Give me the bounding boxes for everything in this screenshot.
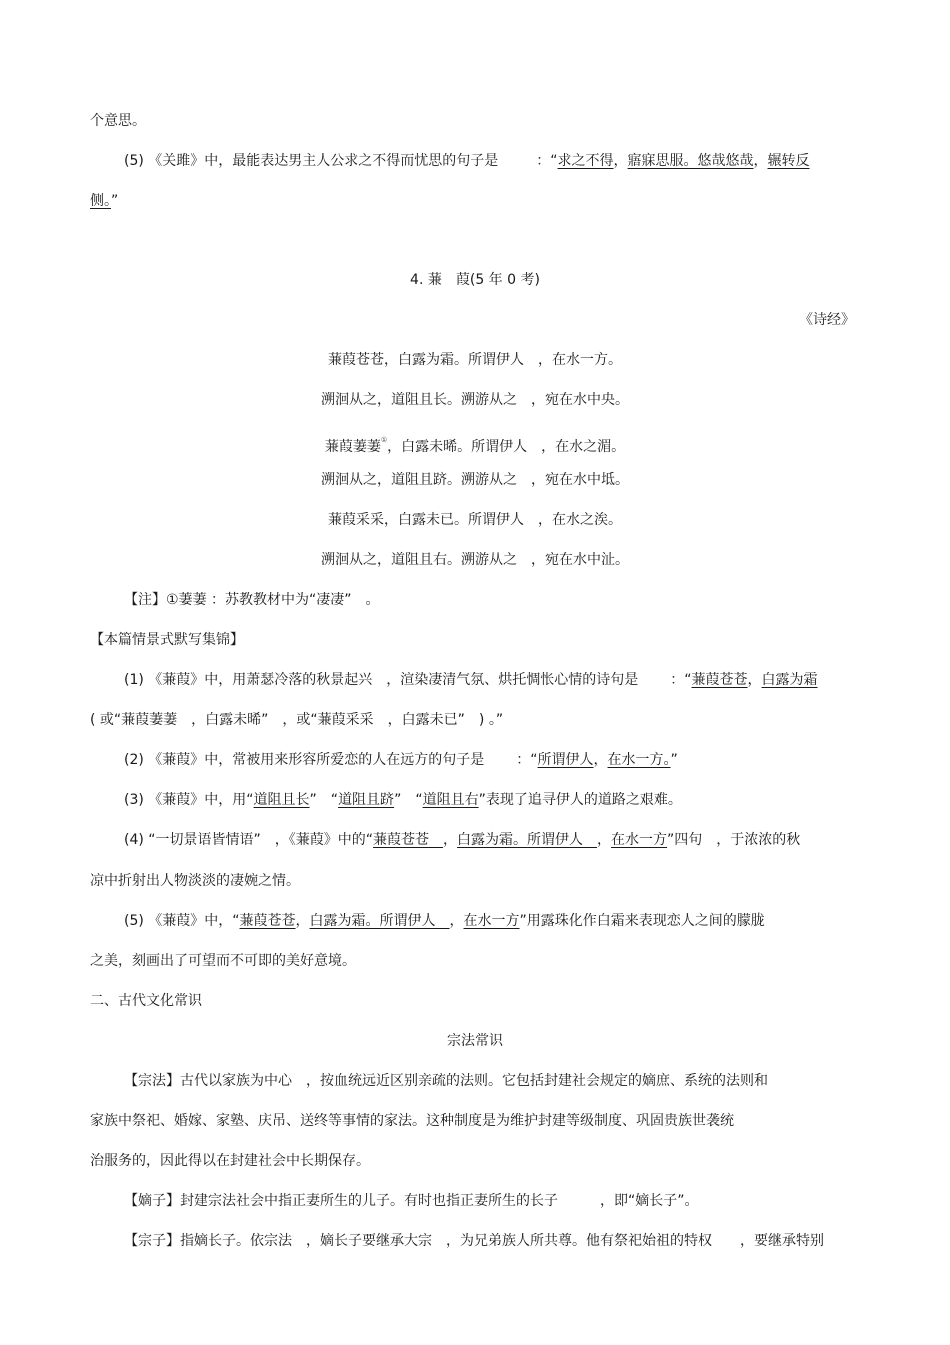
question-text: (4) “一切景语皆情语” ，《蒹葭》中的“ — [124, 832, 374, 848]
answer-blank: 道阻且跻 — [338, 792, 395, 808]
question-5 — [124, 911, 765, 931]
question-text: ”用露珠化作白霜来表现恋人之间的朦胧 — [519, 913, 765, 929]
question-text: (5) 《关雎》中，最能表达男主人公求之不得而忧思的句子是 — [124, 153, 499, 169]
question-4 — [124, 830, 800, 850]
punct: ” “ — [309, 792, 339, 808]
answer-blank: 白露为霜。 — [309, 913, 380, 929]
question-text: ”表现了追寻伊人的道路之艰难。 — [478, 792, 682, 808]
answer-blank: 白露为霜 — [761, 672, 818, 688]
footnote: 【注】①萋萋 ：苏教教材中为“凄凄” 。 — [124, 592, 380, 608]
punct: ， — [613, 153, 628, 169]
punct: ， — [593, 752, 608, 768]
punct: ：“ — [536, 153, 558, 169]
poem-line: 溯洄从之，道阻且长。溯游从之 ，宛在水中央。 — [321, 392, 629, 408]
paragraph-line: 治服务的，因此得以在封建社会中长期保存。 — [90, 1153, 370, 1169]
poem-title: 4. 蒹 葭(5 年 0 考) — [410, 272, 540, 288]
question-text: (5) 《蒹葭》中，“ — [124, 913, 240, 929]
question-guanju-5 — [124, 151, 810, 171]
poem-line: 溯洄从之，道阻且右。溯游从之 ，宛在水中沚。 — [321, 552, 629, 568]
poem-line — [0, 430, 950, 457]
punct: ” — [670, 752, 678, 768]
answer-blank: 所谓伊人 — [379, 913, 450, 929]
punct: ， — [597, 832, 612, 848]
punct: ， — [443, 832, 458, 848]
section-heading: 【本篇情景式默写集锦】 — [90, 632, 244, 648]
subsection-title: 宗法常识 — [447, 1033, 503, 1049]
answer-blank: 道阻且右 — [422, 792, 479, 808]
question-text: (3) 《蒹葭》中，用“ — [124, 792, 254, 808]
answer-blank: 蒹葭苍苍 — [239, 913, 296, 929]
poem-line: 蒹葭采采，白露未已。所谓伊人 ，在水之涘。 — [328, 512, 622, 528]
punct: ” “ — [394, 792, 423, 808]
question-1 — [124, 670, 818, 690]
punct: ， — [747, 672, 762, 688]
poem-source: 《诗经》 — [799, 312, 855, 328]
answer-blank: 所谓伊人 — [527, 832, 598, 848]
punct: ， — [449, 913, 464, 929]
question-2 — [124, 750, 678, 770]
poem-text: 蒹葭萋萋 — [324, 439, 381, 455]
punct: ， — [753, 153, 768, 169]
paragraph-line: 家族中祭祀、婚嫁、家塾、庆吊、送终等事情的家法。这种制度是为维护封建等级制度、巩固贵族世袭统 — [90, 1113, 734, 1129]
poem-text: ，白露未晞。所谓伊人 ，在水之湄。 — [387, 439, 626, 455]
paragraph-line: 【宗子】指嫡长子。依宗法 ，嫡长子要继承大宗 ，为兄弟族人所共尊。他有祭祀始祖的特权 ，要继承特别 — [124, 1233, 824, 1249]
text-line: 个意思。 — [90, 113, 146, 129]
footnote-marker: ① — [380, 436, 388, 444]
answer-blank: 所谓伊人 — [537, 752, 594, 768]
answer-blank: 在水一方 — [463, 913, 520, 929]
answer-blank: 求之不得 — [557, 153, 614, 169]
paragraph-line: 【嫡子】封建宗法社会中指正妻所生的儿子。有时也指正妻所生的长子 ，即“嫡长子”。 — [124, 1193, 699, 1209]
question-3 — [124, 790, 682, 810]
answer-blank: 在水一方。 — [607, 752, 671, 768]
answer-blank: 寤寐思服。 — [627, 153, 698, 169]
answer-blank: 辗转反 — [767, 153, 810, 169]
poem-line: 蒹葭苍苍，白露为霜。所谓伊人 ，在水一方。 — [328, 352, 622, 368]
punct: ， — [295, 913, 310, 929]
answer-blank: 蒹葭苍苍 — [373, 832, 444, 848]
punct: ：“ — [516, 752, 538, 768]
answer-blank: 在水一方 — [611, 832, 668, 848]
section-heading-culture: 二、古代文化常识 — [90, 993, 202, 1009]
punct: ” — [111, 193, 119, 209]
question-5-cont: 之美，刻画出了可望而不可即的美好意境。 — [90, 953, 356, 969]
question-text: (1) 《蒹葭》中，用萧瑟冷落的秋景起兴 ，渲染凄清气氛、烘托惆怅心情的诗句是 — [124, 672, 639, 688]
question-guanju-5-cont — [90, 191, 118, 211]
answer-blank: 道阻且长 — [253, 792, 310, 808]
question-text: ”四句 ，于浓浓的秋 — [667, 832, 801, 848]
question-4-cont: 凉中折射出人物淡淡的凄婉之情。 — [90, 873, 300, 889]
answer-blank: 悠哉悠哉 — [697, 153, 754, 169]
paragraph-line: 【宗法】古代以家族为中心 ，按血统远近区别亲疏的法则。它包括封建社会规定的嫡庶、系统的法则和 — [124, 1073, 768, 1089]
answer-blank: 白露为霜。 — [457, 832, 528, 848]
punct: ：“ — [670, 672, 692, 688]
poem-line: 溯洄从之，道阻且跻。溯游从之 ，宛在水中坻。 — [321, 472, 629, 488]
question-1-cont: ( 或“蒹葭萋萋 ，白露未晞” ，或“蒹葭采采 ，白露未已” ) 。” — [90, 712, 504, 728]
question-text: (2) 《蒹葭》中，常被用来形容所爱恋的人在远方的句子是 — [124, 752, 485, 768]
answer-blank: 蒹葭苍苍 — [691, 672, 748, 688]
answer-blank: 侧。 — [90, 193, 111, 209]
